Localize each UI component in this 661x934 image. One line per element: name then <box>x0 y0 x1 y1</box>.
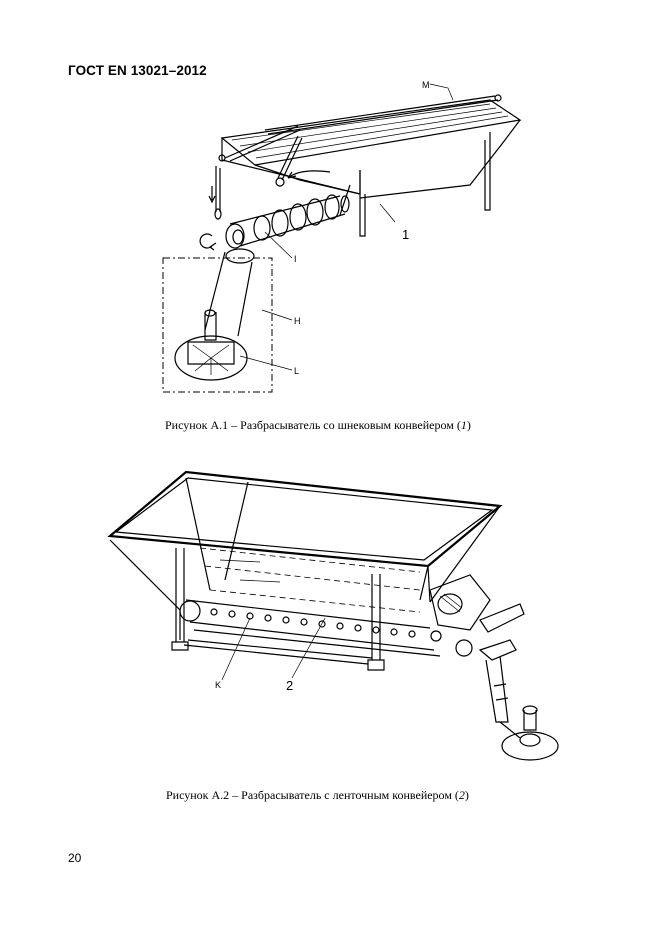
label-m: M <box>422 80 430 90</box>
figure-a2-caption: Рисунок А.2 – Разбрасыватель с ленточным конвейером (2) <box>166 788 469 802</box>
label-h: H <box>294 316 301 326</box>
label-2: 2 <box>286 678 294 693</box>
label-i: I <box>294 254 297 264</box>
figure-a1-caption: Рисунок А.1 – Разбрасыватель со шнековым конвейером (1) <box>165 418 471 432</box>
label-l: L <box>294 366 300 376</box>
page-number: 20 <box>68 851 82 865</box>
label-k: K <box>215 680 222 690</box>
label-1: 1 <box>402 227 410 242</box>
standard-header: ГОСТ EN 13021–2012 <box>68 63 207 78</box>
